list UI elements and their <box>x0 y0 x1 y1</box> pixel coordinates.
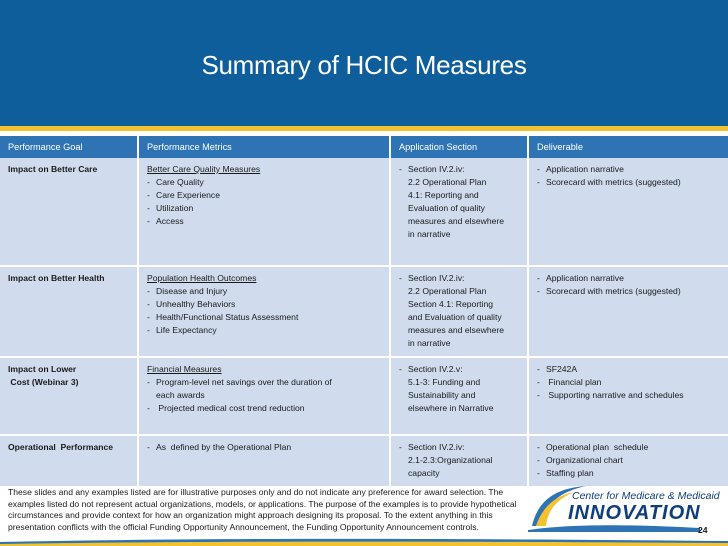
goal-cell <box>0 357 138 435</box>
deliverable-cell <box>528 266 728 357</box>
deliverable-item: - Scorecard with metrics (suggested) <box>537 176 720 189</box>
deliverable-cell <box>528 357 728 435</box>
deliverable-item: - Staffing plan <box>537 467 720 480</box>
section-item: measures and elsewhere <box>408 325 505 335</box>
metric-item: - Access <box>147 215 381 228</box>
goal-text: Impact on Lower <box>8 364 77 374</box>
metric-item: each awards <box>156 390 205 400</box>
section-item: Sustainability and <box>408 390 476 400</box>
goal-text: Cost (Webinar 3) <box>8 377 79 387</box>
section-item: in narrative <box>408 338 451 348</box>
section-item: Evaluation of quality <box>408 203 485 213</box>
goal-text: Impact on Better Health <box>8 273 105 283</box>
deliverable-item: - Operational plan schedule <box>537 441 720 454</box>
deliverable-item: - Organizational chart <box>537 454 720 467</box>
section-cell <box>390 435 528 486</box>
deliverable-cell <box>528 435 728 486</box>
metric-item: - Care Quality <box>147 176 381 189</box>
section-item: measures and elsewhere <box>408 216 505 226</box>
column-header-section: Application Section <box>390 136 528 158</box>
goal-text: Operational Performance <box>8 442 114 452</box>
footer-wave <box>0 538 728 546</box>
goal-cell <box>0 435 138 486</box>
goal-cell <box>0 158 138 266</box>
metric-item: - Unhealthy Behaviors <box>147 298 381 311</box>
metric-item: - Health/Functional Status Assessment <box>147 311 381 324</box>
metric-item: - As defined by the Operational Plan <box>147 441 381 454</box>
metric-item: - Projected medical cost trend reduction <box>147 402 381 415</box>
deliverable-item: - Supporting narrative and schedules <box>537 389 720 402</box>
goal-cell <box>0 266 138 357</box>
section-item: capacity <box>408 468 440 478</box>
section-item: - Section IV.2.iv: <box>399 441 519 454</box>
deliverable-item: - Scorecard with metrics (suggested) <box>537 285 720 298</box>
section-item: 4.1: Reporting and <box>408 190 479 200</box>
section-item: 5.1-3: Funding and <box>408 377 481 387</box>
page-number: 24 <box>698 525 708 535</box>
table-row <box>0 266 728 357</box>
section-item: 2.2 Operational Plan <box>408 286 487 296</box>
section-item: 2.1-2.3:Organizational <box>408 455 493 465</box>
metric-item: - Disease and Injury <box>147 285 381 298</box>
measures-table <box>0 136 728 486</box>
table-header-row <box>0 136 728 158</box>
table-row <box>0 357 728 435</box>
section-cell <box>390 357 528 435</box>
section-cell <box>390 158 528 266</box>
metric-item: - Care Experience <box>147 189 381 202</box>
table-row <box>0 435 728 486</box>
goal-text: Impact on Better Care <box>8 164 98 174</box>
slide-header <box>0 0 728 126</box>
column-header-deliverable: Deliverable <box>528 136 728 158</box>
metrics-cell <box>138 357 390 435</box>
metric-item: - Life Expectancy <box>147 324 381 337</box>
logo-line2: INNOVATION <box>568 502 701 524</box>
metrics-cell <box>138 435 390 486</box>
section-item: 2.2 Operational Plan <box>408 177 487 187</box>
section-item: Section 4.1: Reporting <box>408 299 494 309</box>
deliverable-item: - Financial plan <box>537 376 720 389</box>
metric-item: - Program-level net savings over the duration of <box>147 376 381 389</box>
slide-title: Summary of HCIC Measures <box>201 50 527 80</box>
metrics-heading: Financial Measures <box>147 364 222 374</box>
section-cell <box>390 266 528 357</box>
table-row <box>0 158 728 266</box>
deliverable-cell <box>528 158 728 266</box>
disclaimer-text: These slides and any examples listed are for illustrative purposes only and do not indicate any preference for award selection. The examples listed do not represent actual organizations, models, or applications. The purpose of the examples is to provide hypothetical circumstances and provide context for how an organization might approach designing its proposal. To the extent anything in this presentation conflicts with the official Funding Opportunity Announcement, the Funding Opportunity Announcement controls. <box>8 487 517 532</box>
section-item: and Evaluation of quality <box>408 312 502 322</box>
section-item: - Section IV.2.v: <box>399 363 519 376</box>
column-header-metrics: Performance Metrics <box>138 136 390 158</box>
section-item: in narrative <box>408 229 451 239</box>
metrics-heading: Population Health Outcomes <box>147 273 257 283</box>
metrics-heading: Better Care Quality Measures <box>147 164 261 174</box>
section-item: - Section IV.2.iv: <box>399 163 519 176</box>
metrics-cell <box>138 266 390 357</box>
header-divider <box>0 126 728 131</box>
section-item: elsewhere in Narrative <box>408 403 494 413</box>
deliverable-item: - Application narrative <box>537 163 720 176</box>
metric-item: - Utilization <box>147 202 381 215</box>
deliverable-item: - Application narrative <box>537 272 720 285</box>
metrics-cell <box>138 158 390 266</box>
logo-line1: Center for Medicare & Medicaid <box>572 490 720 502</box>
column-header-goal: Performance Goal <box>0 136 138 158</box>
section-item: - Section IV.2.iv: <box>399 272 519 285</box>
deliverable-item: - SF242A <box>537 363 720 376</box>
